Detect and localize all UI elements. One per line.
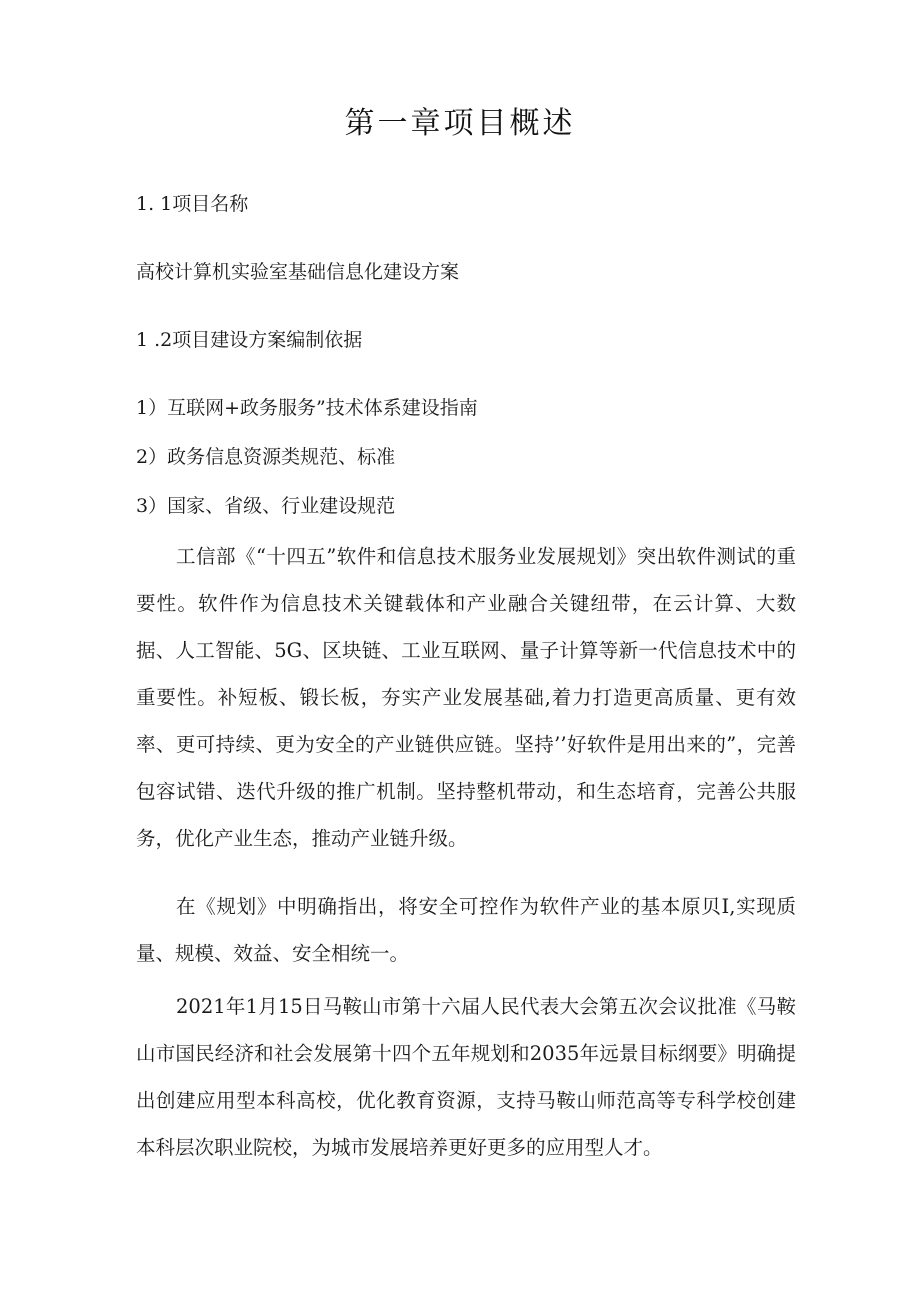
basis-item-2: 2）政务信息资源类规范、标准 [136, 446, 396, 468]
section-1-2-heading: 1 .2项目建设方案编制依据 [136, 329, 363, 351]
basis-item-3: 3）国家、省级、行业建设规范 [136, 495, 396, 517]
basis-item-1: 1）互联网+政务服务”技术体系建设指南 [136, 397, 478, 419]
chapter-title: 第一章项目概述 [344, 106, 576, 141]
paragraph-software-plan: 工信部《“十四五”软件和信息技术服务业发展规划》突出软件测试的重要性。软件作为信息技术关键载体和产业融合关键纽带，在云计算、大数据、人工智能、5G、区块链、工业互联网、量子计算等新一代信息技术中的重要性。补短板、锻长板，夯实产业发展基础,着力打造更高质量、更有效率、更可持续、更为安全的产业链供应链。坚持’’好软件是用出来的”，完善包容试错、迭代升级的推广机制。坚持整机带动，和生态培育，完善公共服务，优化产业生态，推动产业链升级。 [136, 545, 796, 850]
paragraph-plan-principle: 在《规划》中明确指出，将安全可控作为软件产业的基本原贝I,实现质量、规模、效益、安全相统一。 [136, 895, 796, 965]
project-name: 高校计算机实验室基础信息化建设方案 [136, 261, 460, 283]
paragraph-maanshan-outline: 2021年1月15日马鞍山市第十六届人民代表大会第五次会议批准《马鞍山市国民经济和社会发展第十四个五年规划和2035年远景目标纲要》明确提出创建应用型本科高校，优化教育资源，支持马鞍山师范高等专科学校创建本科层次职业院校，为城市发展培养更好更多的应用型人才。 [136, 995, 796, 1159]
section-1-1-heading: 1. 1项目名称 [136, 193, 249, 215]
